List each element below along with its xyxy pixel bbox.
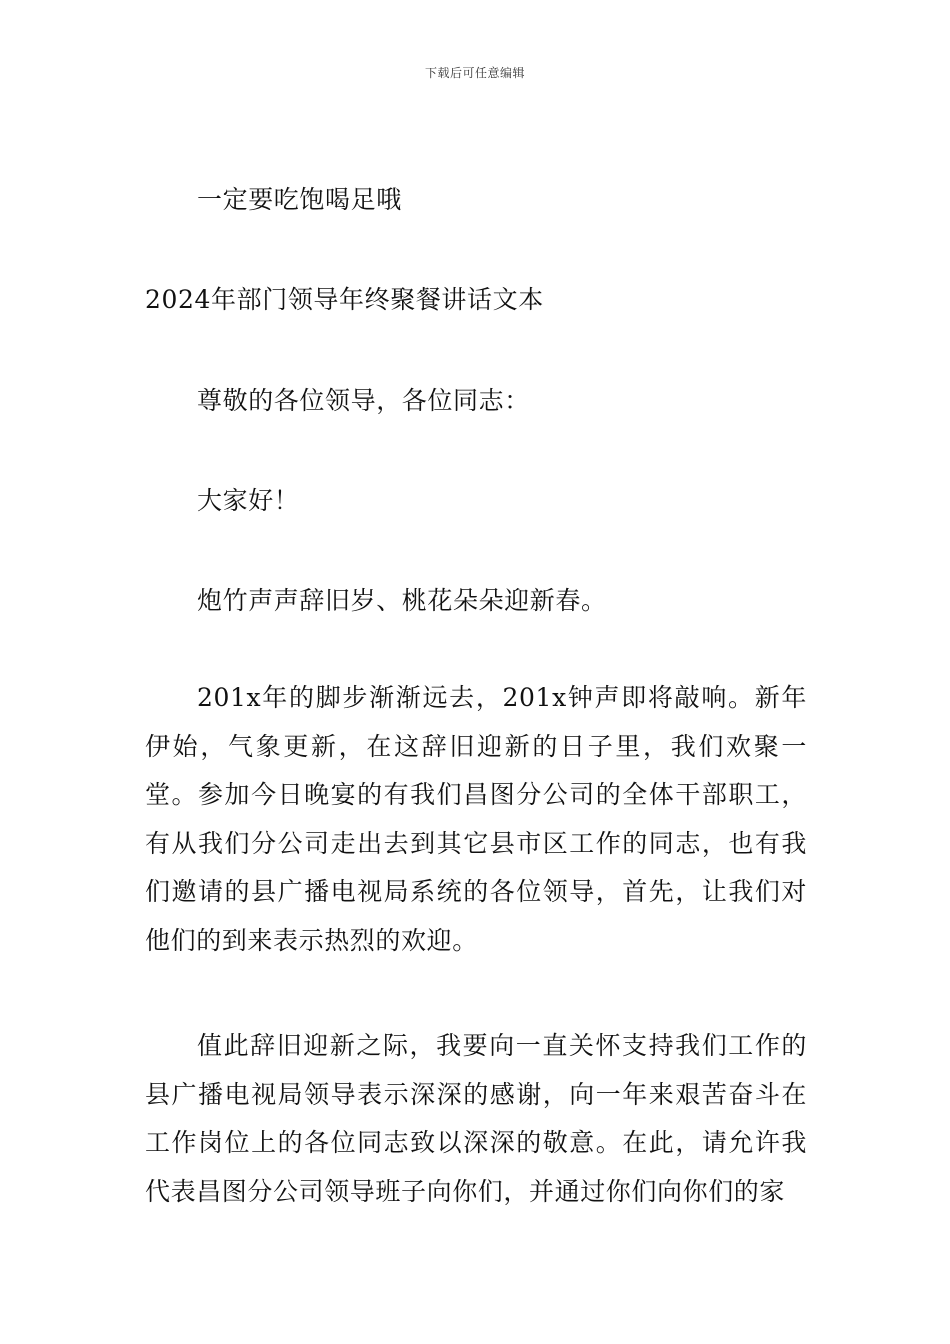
salutation: 尊敬的各位领导，各位同志：: [197, 386, 530, 415]
paragraph-thanks: 值此辞旧迎新之际，我要向一直关怀支持我们工作的县广播电视局领导表示深深的感谢，向一年来艰苦奋斗在工作岗位上的各位同志致以深深的敬意。在此，请允许我代表昌图分公司领导班子向你们，并通过你们向你们的家: [145, 1031, 807, 1206]
paragraph-welcome: 201x年的脚步渐渐远去，201x钟声即将敲响。新年伊始，气象更新，在这辞旧迎新的日子里，我们欢聚一堂。参加今日晚宴的有我们昌图分公司的全体干部职工，有从我们分公司走出去到其它县市区工作的同志，也有我们邀请的县广播电视局系统的各位领导，首先，让我们对他们的到来表示热烈的欢迎。: [145, 683, 807, 955]
couplet-line: 炮竹声声辞旧岁、桃花朵朵迎新春。: [197, 586, 607, 615]
document-title: 2024年部门领导年终聚餐讲话文本: [145, 285, 544, 314]
opening-line: 一定要吃饱喝足哦: [197, 185, 402, 214]
greeting: 大家好！: [197, 486, 300, 515]
header-note: 下载后可任意编辑: [424, 66, 525, 80]
